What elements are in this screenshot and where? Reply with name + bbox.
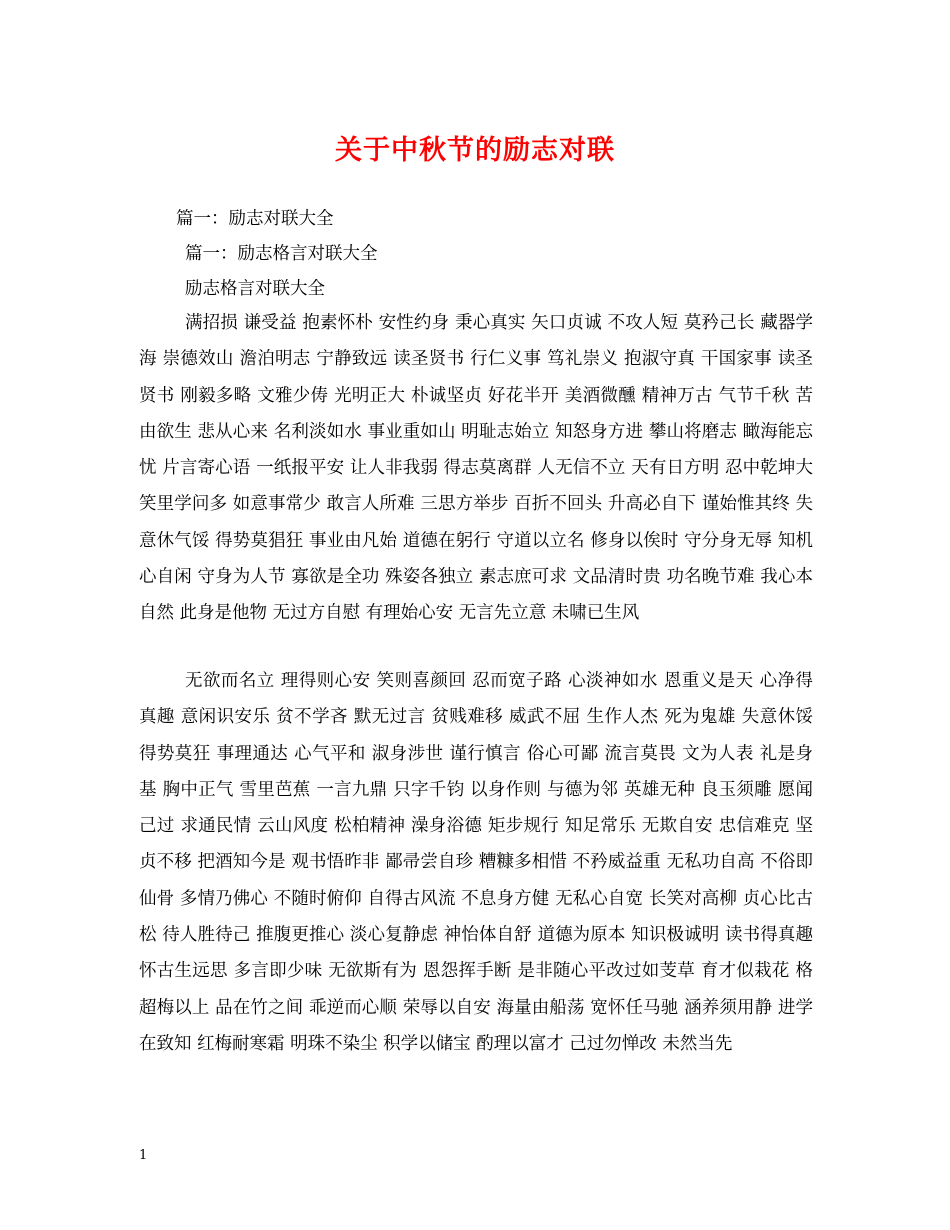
page-number: 1	[139, 1148, 148, 1163]
subsection-heading: 篇一：励志格言对联大全	[185, 244, 378, 264]
subsection-title: 励志格言对联大全	[185, 279, 325, 299]
section-heading: 篇一：励志对联大全	[176, 209, 334, 229]
body-paragraph-1: 满招损 谦受益 抱素怀朴 安性约身 秉心真实 矢口贞诚 不攻人短 莫矜己长 藏器学海 崇德效山 澹泊明志 宁静致远 读圣贤书 行仁义事 笃礼崇义 抱淑守真 干国家事 读圣贤书 刚毅多略 文雅少俦 光明正大 朴诚坚贞 好花半开 美酒微醺 精神万古 气节千秋 苦由欲生 悲从心来 名利淡如水 事业重如山 明耻志始立 知怒身方进 攀山将磨志 瞰海能忘忧 片言寄心语 一纸报平安 让人非我弱 得志莫离群 人无信不立 天有日方明 忍中乾坤大 笑里学问多 如意事常少 敢言人所难 三思方举步 百折不回头 升高必自下 谨始惟其终 失意休气馁 得势莫猖狂 事业由凡始 道德在躬行 守道以立名 修身以俟时 守分身无辱 知机心自闲 守身为人节 寡欲是全功 殊姿各独立 素志庶可求 文品清时贵 功名晚节难 我心本自然 此身是他物 无过方自慰 有理始心安 无言先立意 未啸已生风	[139, 313, 813, 624]
document-title: 关于中秋节的励志对联	[335, 135, 615, 166]
body-paragraph-2: 无欲而名立 理得则心安 笑则喜颜回 忍而宽子路 心淡神如水 恩重义是天 心净得真趣 意闲识安乐 贫不学吝 默无过言 贫贱难移 威武不屈 生作人杰 死为鬼雄 失意休馁 得势莫狂 事理通达 心气平和 淑身涉世 谨行慎言 俗心可鄙 流言莫畏 文为人表 礼是身基 胸中正气 雪里芭蕉 一言九鼎 只字千钧 以身作则 与德为邻 英雄无种 良玉须雕 愿闻己过 求通民情 云山风度 松柏精神 澡身浴德 矩步规行 知足常乐 无欺自安 忠信难克 坚贞不移 把酒知今是 观书悟昨非 鄙帚尝自珍 糟糠多相惜 不矜威益重 无私功自高 不俗即仙骨 多情乃佛心 不随时俯仰 自得古风流 不息身方健 无私心自宽 长笑对高柳 贞心比古松 待人胜待己 推腹更推心 淡心复静虑 神怡体自舒 道德为原本 知识极诚明 读书得真趣 怀古生远思 多言即少味 无欲斯有为 恩怨挥手断 是非随心平改过如芰草 育才似栽花 格超梅以上 品在竹之间 乖逆而心顺 荣辱以自安 海量由船荡 宽怀任马驰 涵养须用静 进学在致知 红梅耐寒霜 明珠不染尘 积学以储宝 酌理以富才 己过勿惮改 未然当先	[139, 671, 813, 1054]
